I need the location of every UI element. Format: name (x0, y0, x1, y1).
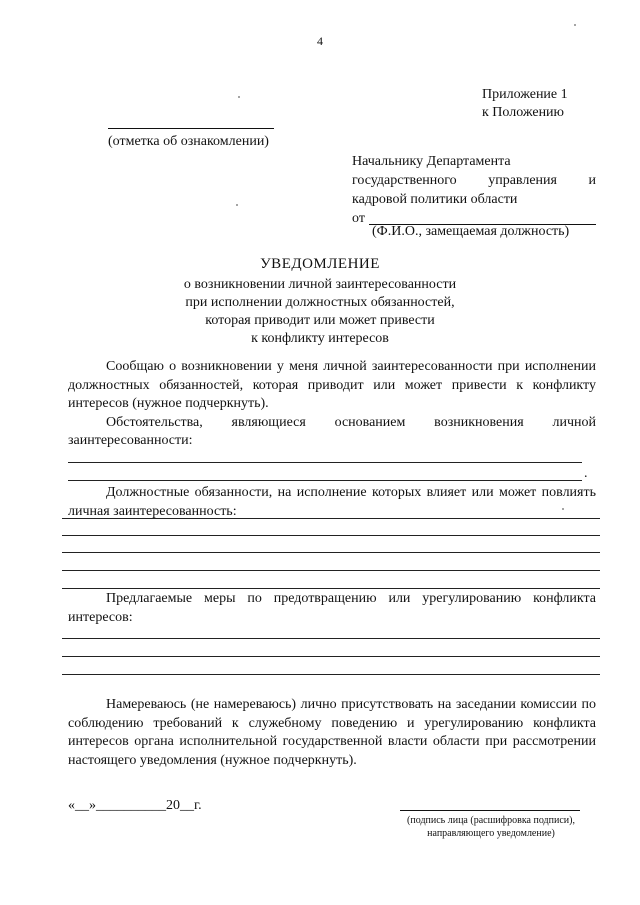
paragraph-duties (68, 484, 596, 521)
paragraph-2: Обстоятельства, являющиеся основанием возникновения личной заинтересованности: (68, 414, 596, 448)
circumstances-end-period: . (584, 466, 588, 481)
fio-caption: (Ф.И.О., замещаемая должность) (372, 224, 570, 239)
paragraph-notification (68, 358, 596, 451)
appendix-line-2: к Положению (482, 105, 565, 120)
signature-caption: (подпись лица (расшифровка подписи), направляющего уведомление) (407, 815, 575, 839)
duties-line-1[interactable] (62, 518, 600, 519)
from-name-field[interactable] (369, 210, 596, 225)
appendix-label (482, 86, 568, 122)
scan-speck (562, 508, 564, 510)
duties-line-4[interactable] (62, 570, 600, 571)
circumstances-line-1[interactable] (68, 462, 582, 463)
addressee-word-2: управления (488, 173, 557, 188)
circumstances-line-2[interactable] (68, 480, 582, 481)
scan-speck (574, 24, 576, 26)
acknowledgement-signature-line[interactable] (108, 128, 274, 129)
paragraph-measures (68, 590, 596, 627)
scan-speck (236, 204, 238, 206)
addressee-word-1: государственного (352, 173, 457, 188)
addressee-line-1: Начальнику Департамента (352, 154, 511, 169)
addressee-word-3: и (588, 173, 596, 188)
measures-line-2[interactable] (62, 656, 600, 657)
subtitle-line-2: при исполнении должностных обязанностей, (185, 295, 455, 310)
subtitle-line-4: к конфликту интересов (251, 331, 389, 346)
duties-line-5[interactable] (62, 588, 600, 589)
measures-line-1[interactable] (62, 638, 600, 639)
document-title: УВЕДОМЛЕНИЕ (260, 256, 380, 272)
addressee-block (352, 152, 596, 228)
duties-line-2[interactable] (62, 535, 600, 536)
signature-line[interactable] (400, 810, 580, 811)
document-subtitle (0, 276, 640, 348)
paragraph-5: Намереваюсь (не намереваюсь) лично присутствовать на заседании комиссии по соблюдению требований к служебному поведению и урегулированию конфликта интересов органа исполнительной государственной власти области при рассмотрении настоящего уведомления (нужное подчеркнуть). (68, 697, 596, 768)
appendix-line-1: Приложение 1 (482, 87, 568, 102)
paragraph-4: Предлагаемые меры по предотвращению или урегулированию конфликта интересов: (68, 591, 596, 625)
paragraph-1: Сообщаю о возникновении у меня личной заинтересованности при исполнении должностных обязанностей, которая приводит или может привести к конфликту интересов (нужное подчеркнуть). (68, 359, 596, 411)
duties-line-3[interactable] (62, 552, 600, 553)
subtitle-line-1: о возникновении личной заинтересованности (183, 277, 457, 292)
date-field[interactable]: «__»__________20__г. (68, 798, 202, 813)
subtitle-line-3: которая приводит или может привести (205, 313, 435, 328)
addressee-line-2 (352, 171, 596, 190)
from-label: от (352, 211, 365, 226)
scan-speck (238, 96, 240, 98)
paragraph-3: Должностные обязанности, на исполнение которых влияет или может повлиять личная заинтересованность: (68, 485, 596, 519)
page-number: 4 (317, 34, 323, 48)
addressee-line-3: кадровой политики области (352, 192, 518, 207)
measures-line-3[interactable] (62, 674, 600, 675)
acknowledgement-mark: (отметка об ознакомлении) (108, 134, 269, 149)
paragraph-attendance (68, 696, 596, 770)
